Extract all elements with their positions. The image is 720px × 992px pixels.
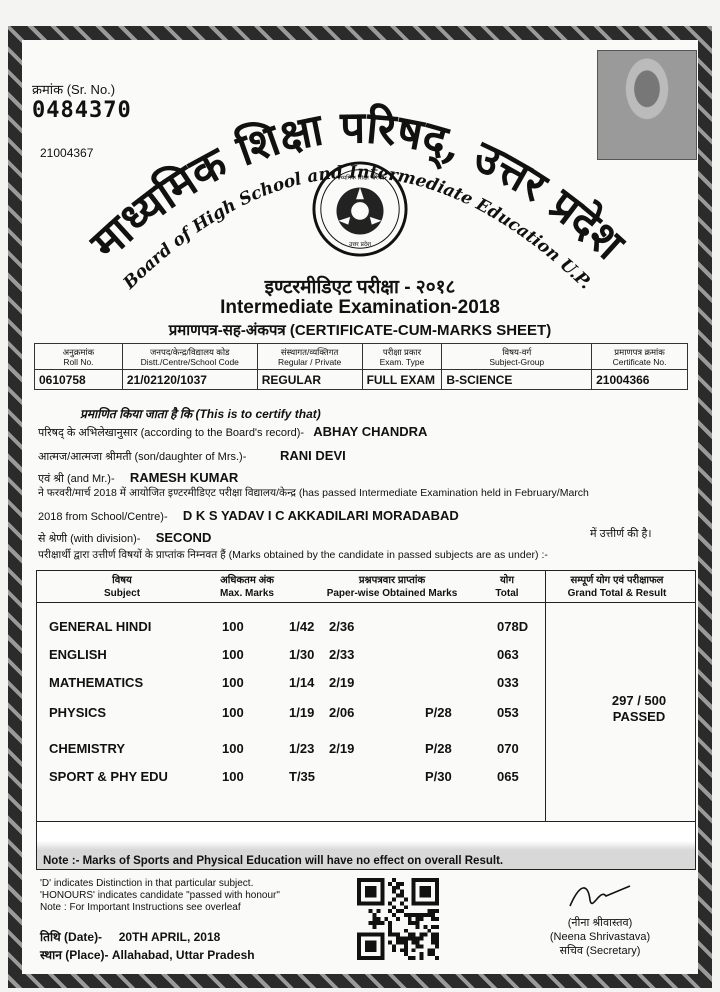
info-value-2: REGULAR (257, 370, 362, 390)
passed-suffix: में उत्तीर्ण की है। (590, 528, 652, 540)
board-name-english: Board of High School and Intermediate Education U.P. (119, 162, 596, 294)
place-label: स्थान (Place)- (40, 948, 109, 962)
signatory-name: (Neena Shrivastava) (549, 931, 651, 943)
candidate-name: ABHAY CHANDRA (313, 424, 428, 439)
header-paper-marks: प्रश्नपत्रवार प्राप्तांक Paper-wise Obtained Marks (326, 575, 458, 599)
signature-block (520, 878, 680, 958)
issue-date: 20TH APRIL, 2018 (118, 930, 221, 944)
cell-subject: MATHEMATICS (49, 675, 144, 690)
note-bar (37, 821, 695, 869)
mother-label: आत्मज/आत्मजा श्रीमती (son/daughter of Mrs.)- (38, 451, 247, 463)
marks-header (37, 571, 695, 603)
certificate-title: प्रमाणपत्र-सह-अंकपत्र (CERTIFICATE-CUM-MARKS SHEET) (168, 322, 552, 339)
record-label: परिषद् के अभिलेखानुसार (according to the Board's record)- (38, 427, 305, 439)
cell-max: 100 (222, 769, 244, 784)
father-name-line (38, 470, 238, 486)
cell-max: 100 (222, 675, 244, 690)
board-emblem (311, 160, 409, 258)
cell-p1: 1/42 (289, 619, 315, 634)
cell-total: 070 (497, 741, 519, 756)
cell-subject: SPORT & PHY EDU (49, 769, 168, 784)
serial-number: 0484370 (32, 98, 132, 123)
info-value-3: FULL EXAM (362, 370, 442, 390)
cell-p2: 2/06 (329, 705, 355, 720)
info-header-3: परीक्षा प्रकार Exam. Type (362, 344, 442, 370)
division-line (38, 530, 211, 546)
school-name: D K S YADAV I C AKKADILARI MORADABAD (182, 508, 459, 523)
header-grand-total: सम्पूर्ण योग एवं परीक्षाफल Grand Total & Result (567, 575, 667, 599)
svg-text:माध्यमिक शिक्षा परिषद: माध्यमिक शिक्षा परिषद (335, 175, 385, 182)
result-status: PASSED (612, 709, 666, 724)
father-label: एवं श्री (and Mr.)- (38, 473, 115, 485)
division-label: से श्रेणी (with division)- (38, 533, 141, 545)
cell-max: 100 (222, 705, 244, 720)
cell-p1: 1/30 (289, 647, 315, 662)
division-value: SECOND (155, 530, 212, 545)
cell-p2: 2/19 (329, 741, 355, 756)
board-name-hindi: माध्यमिक शिक्षा परिषद्, उत्तर प्रदेश (81, 102, 634, 270)
cell-total: 065 (497, 769, 519, 784)
info-header-0: अनुक्रमांक Roll No. (35, 344, 123, 370)
cell-subject: PHYSICS (49, 705, 107, 720)
passed-text: ने फरवरी/मार्च 2018 में आयोजित इण्टरमीडिएट परीक्षा विद्यालय/केन्द्र (has passed Intermediate Examination held in February/March (38, 487, 589, 499)
father-name: RAMESH KUMAR (129, 470, 239, 485)
school-label: 2018 from School/Centre)- (38, 511, 168, 523)
certify-intro: प्रमाणित किया जाता है कि (This is to certify that) (80, 407, 321, 421)
qr-code (357, 878, 439, 960)
cell-total: 033 (497, 675, 519, 690)
cell-p1: 1/14 (289, 675, 315, 690)
mother-name: RANI DEVI (280, 448, 346, 463)
cell-p1: 1/23 (289, 741, 315, 756)
info-value-1: 21/02120/1037 (122, 370, 257, 390)
signatory-hindi: (नीना श्रीवास्तव) (567, 917, 633, 929)
signatory-designation: सचिव (Secretary) (559, 945, 641, 957)
header-subject: विषय Subject (103, 575, 141, 599)
cell-subject: CHEMISTRY (49, 741, 126, 756)
cell-subject: ENGLISH (49, 647, 107, 662)
cell-p2: 2/36 (329, 619, 355, 634)
info-value-5: 21004366 (592, 370, 688, 390)
cell-p3: P/30 (425, 769, 452, 784)
marks-intro: परीक्षार्थी द्वारा उत्तीर्ण विषयों के प्राप्तांक निम्नवत हैं (Marks obtained by the candidate in passed subjects are as under) :- (38, 549, 548, 561)
grand-total: 297 / 500 (611, 693, 667, 708)
cell-p1: 1/19 (289, 705, 315, 720)
date-label: तिथि (Date)- (40, 930, 103, 944)
cell-p3: P/28 (425, 741, 452, 756)
exam-title-english: Intermediate Examination-2018 (220, 297, 500, 318)
serial-label: क्रमांक (Sr. No.) (32, 82, 116, 97)
cell-p2: 2/33 (329, 647, 355, 662)
school-line (38, 508, 459, 523)
date-line (40, 928, 220, 945)
distinction-note: 'D' indicates Distinction in that particular subject. (40, 878, 254, 889)
cell-total: 063 (497, 647, 519, 662)
certificate-number-top: 21004367 (40, 146, 94, 160)
info-header-2: संस्थागत/व्यक्तिगत Regular / Private (257, 344, 362, 370)
place-line (40, 946, 255, 963)
cell-p1: T/35 (289, 769, 316, 784)
header-max-marks: अधिकतम अंक Max. Marks (220, 575, 274, 599)
candidate-name-line (38, 424, 427, 440)
issue-place: Allahabad, Uttar Pradesh (111, 948, 255, 962)
mother-name-line (38, 448, 346, 464)
cell-total: 053 (497, 705, 519, 720)
result-block (583, 693, 695, 725)
header-total: योग Total (495, 575, 519, 599)
column-divider (545, 571, 546, 821)
cell-subject: GENERAL HINDI (49, 619, 152, 634)
cell-max: 100 (222, 647, 244, 662)
instructions-note: Note : For Important Instructions see overleaf (40, 902, 241, 913)
signature-mark (560, 878, 640, 914)
cell-max: 100 (222, 741, 244, 756)
info-value-4: B-SCIENCE (442, 370, 592, 390)
info-header-4: विषय-वर्ग Subject-Group (442, 344, 592, 370)
marks-table (36, 570, 696, 870)
cell-total: 078D (497, 619, 529, 634)
honours-note: 'HONOURS' indicates candidate "passed with honour" (40, 890, 280, 901)
sports-note: Note :- Marks of Sports and Physical Education will have no effect on overall Result. (43, 855, 504, 867)
cell-p2: 2/19 (329, 675, 355, 690)
cell-p3: P/28 (425, 705, 452, 720)
svg-text:उत्तर प्रदेश: उत्तर प्रदेश (348, 242, 372, 249)
student-info-table (34, 343, 688, 390)
info-header-5: प्रमाणपत्र क्रमांक Certificate No. (592, 344, 688, 370)
info-header-1: जनपद/केन्द्र/विद्यालय कोड Distt./Centre/School Code (122, 344, 257, 370)
exam-title-hindi: इण्टरमीडिएट परीक्षा - २०१८ (264, 277, 456, 298)
info-value-0: 0610758 (35, 370, 123, 390)
cell-max: 100 (222, 619, 244, 634)
